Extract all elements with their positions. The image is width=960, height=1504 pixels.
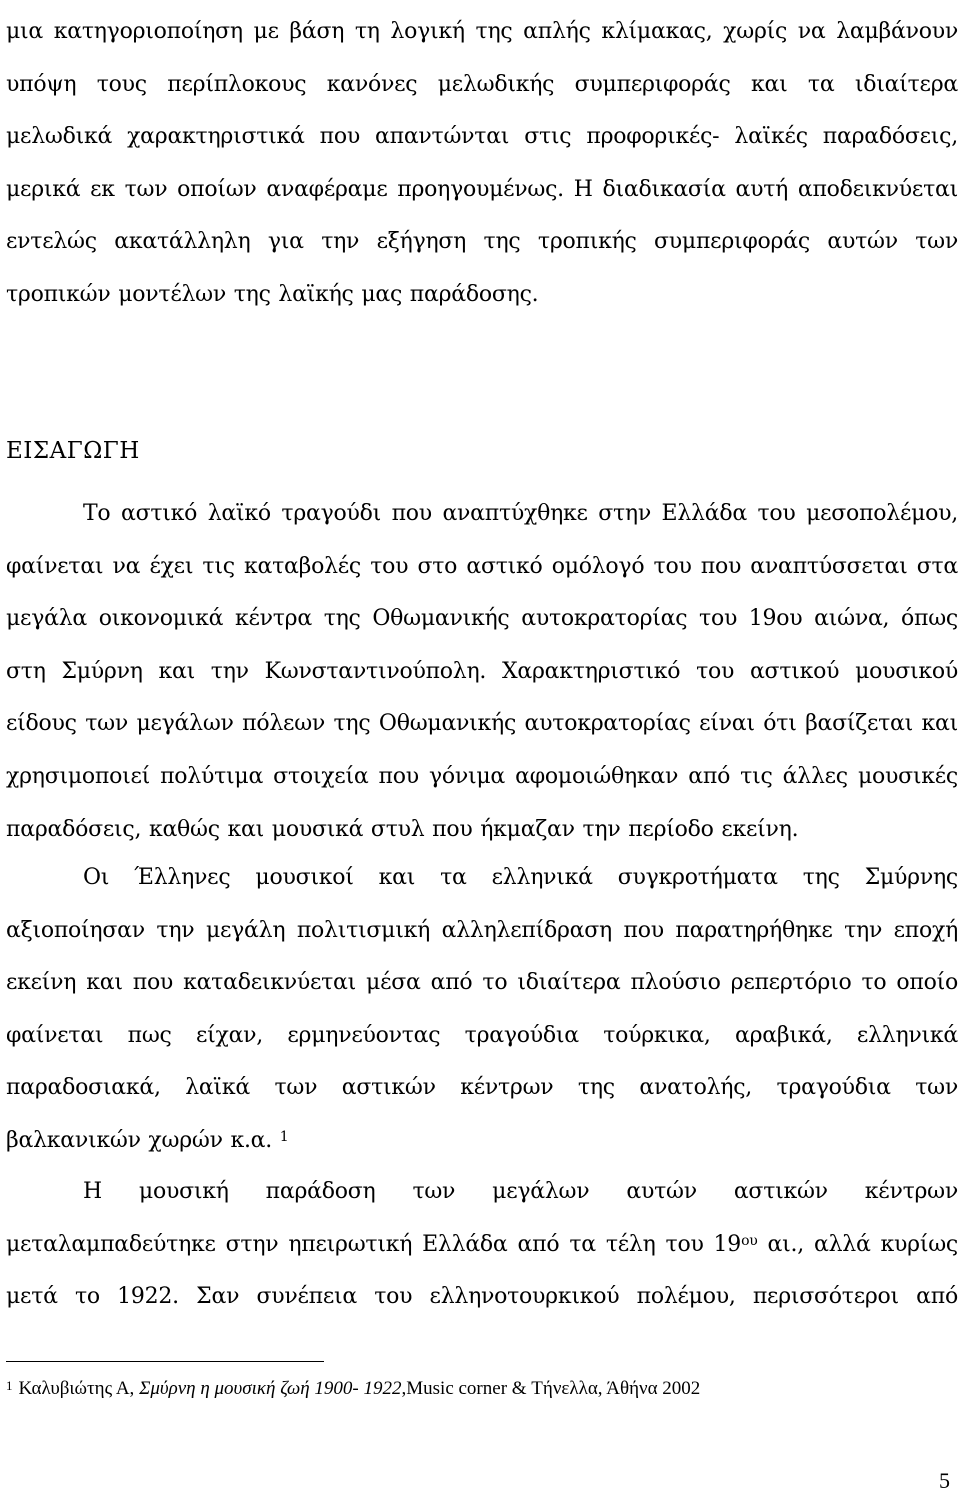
body-paragraph-1: Το αστικό λαϊκό τραγούδι που αναπτύχθηκε στην Ελλάδα του μεσοπολέμου, φαίνεται να έχει τις καταβολές του στο αστικό ομόλογό του που αναπτύσσεται στα μεγάλα οικονομικά κέντρα της Οθωμανικής αυτοκρατορίας του 19ου αιώνα, όπως στη Σμύρνη και την Κωνσταντινούπολη. Χαρακτηριστικό του αστικού μουσικού είδους των μεγάλων πόλεων της Οθωμανικής αυτοκρατορίας είναι ότι βασίζεται και χρησιμοποιεί πολύτιμα στοιχεία που γόνιμα αφομοιώθηκαν από τις άλλες μουσικές παραδόσεις, καθώς και μουσικά στυλ που ήκμαζαν την περίοδο εκείνη. (6, 501, 958, 842)
page-number: 5 (939, 1468, 950, 1493)
section-heading: ΕΙΣΑΓΩΓΗ (6, 438, 140, 464)
paragraph-3-text-end: αι., αλλά κυρίως μετά το 1922. Σαν συνέπεια του ελληνοτουρκικού πολέμου, περισσότεροι από (6, 1231, 958, 1310)
footnote-publisher: ,Music corner & Τήνελλα, Άθήνα 2002 (401, 1378, 701, 1399)
footnote-title: Σμύρνη η μουσική ζωή 1900- 1922 (139, 1378, 402, 1399)
footnote-mark: 1 (6, 1378, 13, 1393)
paragraph-2-text: Οι Έλληνες μουσικοί και τα ελληνικά συγκροτήματα της Σμύρνης αξιοποίησαν την μεγάλη πολιτισμική αλληλεπίδραση που παρατηρήθηκε την εποχή εκείνη και που καταδεικνύεται μέσα από το ιδιαίτερα πλούσιο ρεπερτόριο το οποίο φαίνεται πως είχαν, ερμηνεύοντας τραγούδια τούρκικα, αραβικά, ελληνικά παραδοσιακά, λαϊκά των αστικών κέντρων της ανατολής, τραγούδια των βαλκανικών χωρών κ.α. (6, 865, 958, 1153)
footnote (6, 1376, 700, 1402)
intro-paragraph: μια κατηγοριοποίηση με βάση τη λογική της απλής κλίμακας, χωρίς να λαμβάνουν υπόψη τους περίπλοκους κανόνες μελωδικής συμπεριφοράς και τα ιδιαίτερα μελωδικά χαρακτηριστικά που απαντώνται στις προφορικές- λαϊκές παραδόσεις, μερικά εκ των οποίων αναφέραμε προηγουμένως. Η διαδικασία αυτή αποδεικνύεται εντελώς ακατάλληλη για την εξήγηση της τροπικής συμπεριφοράς αυτών των τροπικών μοντέλων της λαϊκής μας παράδοσης. (6, 19, 958, 307)
paragraph-3-text-start: Η μουσική παράδοση των μεγάλων αυτών αστικών κέντρων μεταλαμπαδεύτηκε στην ηπειρωτική Ελλάδα από τα τέλη του 19 (6, 1179, 958, 1257)
footnote-reference: 1 (279, 1128, 289, 1145)
footnote-divider (6, 1361, 324, 1362)
footnote-author: Καλυβιώτης Α, (18, 1378, 140, 1399)
ordinal-superscript: ου (741, 1232, 758, 1249)
body-paragraph-2 (6, 852, 958, 1168)
body-paragraph-3 (6, 1166, 958, 1324)
